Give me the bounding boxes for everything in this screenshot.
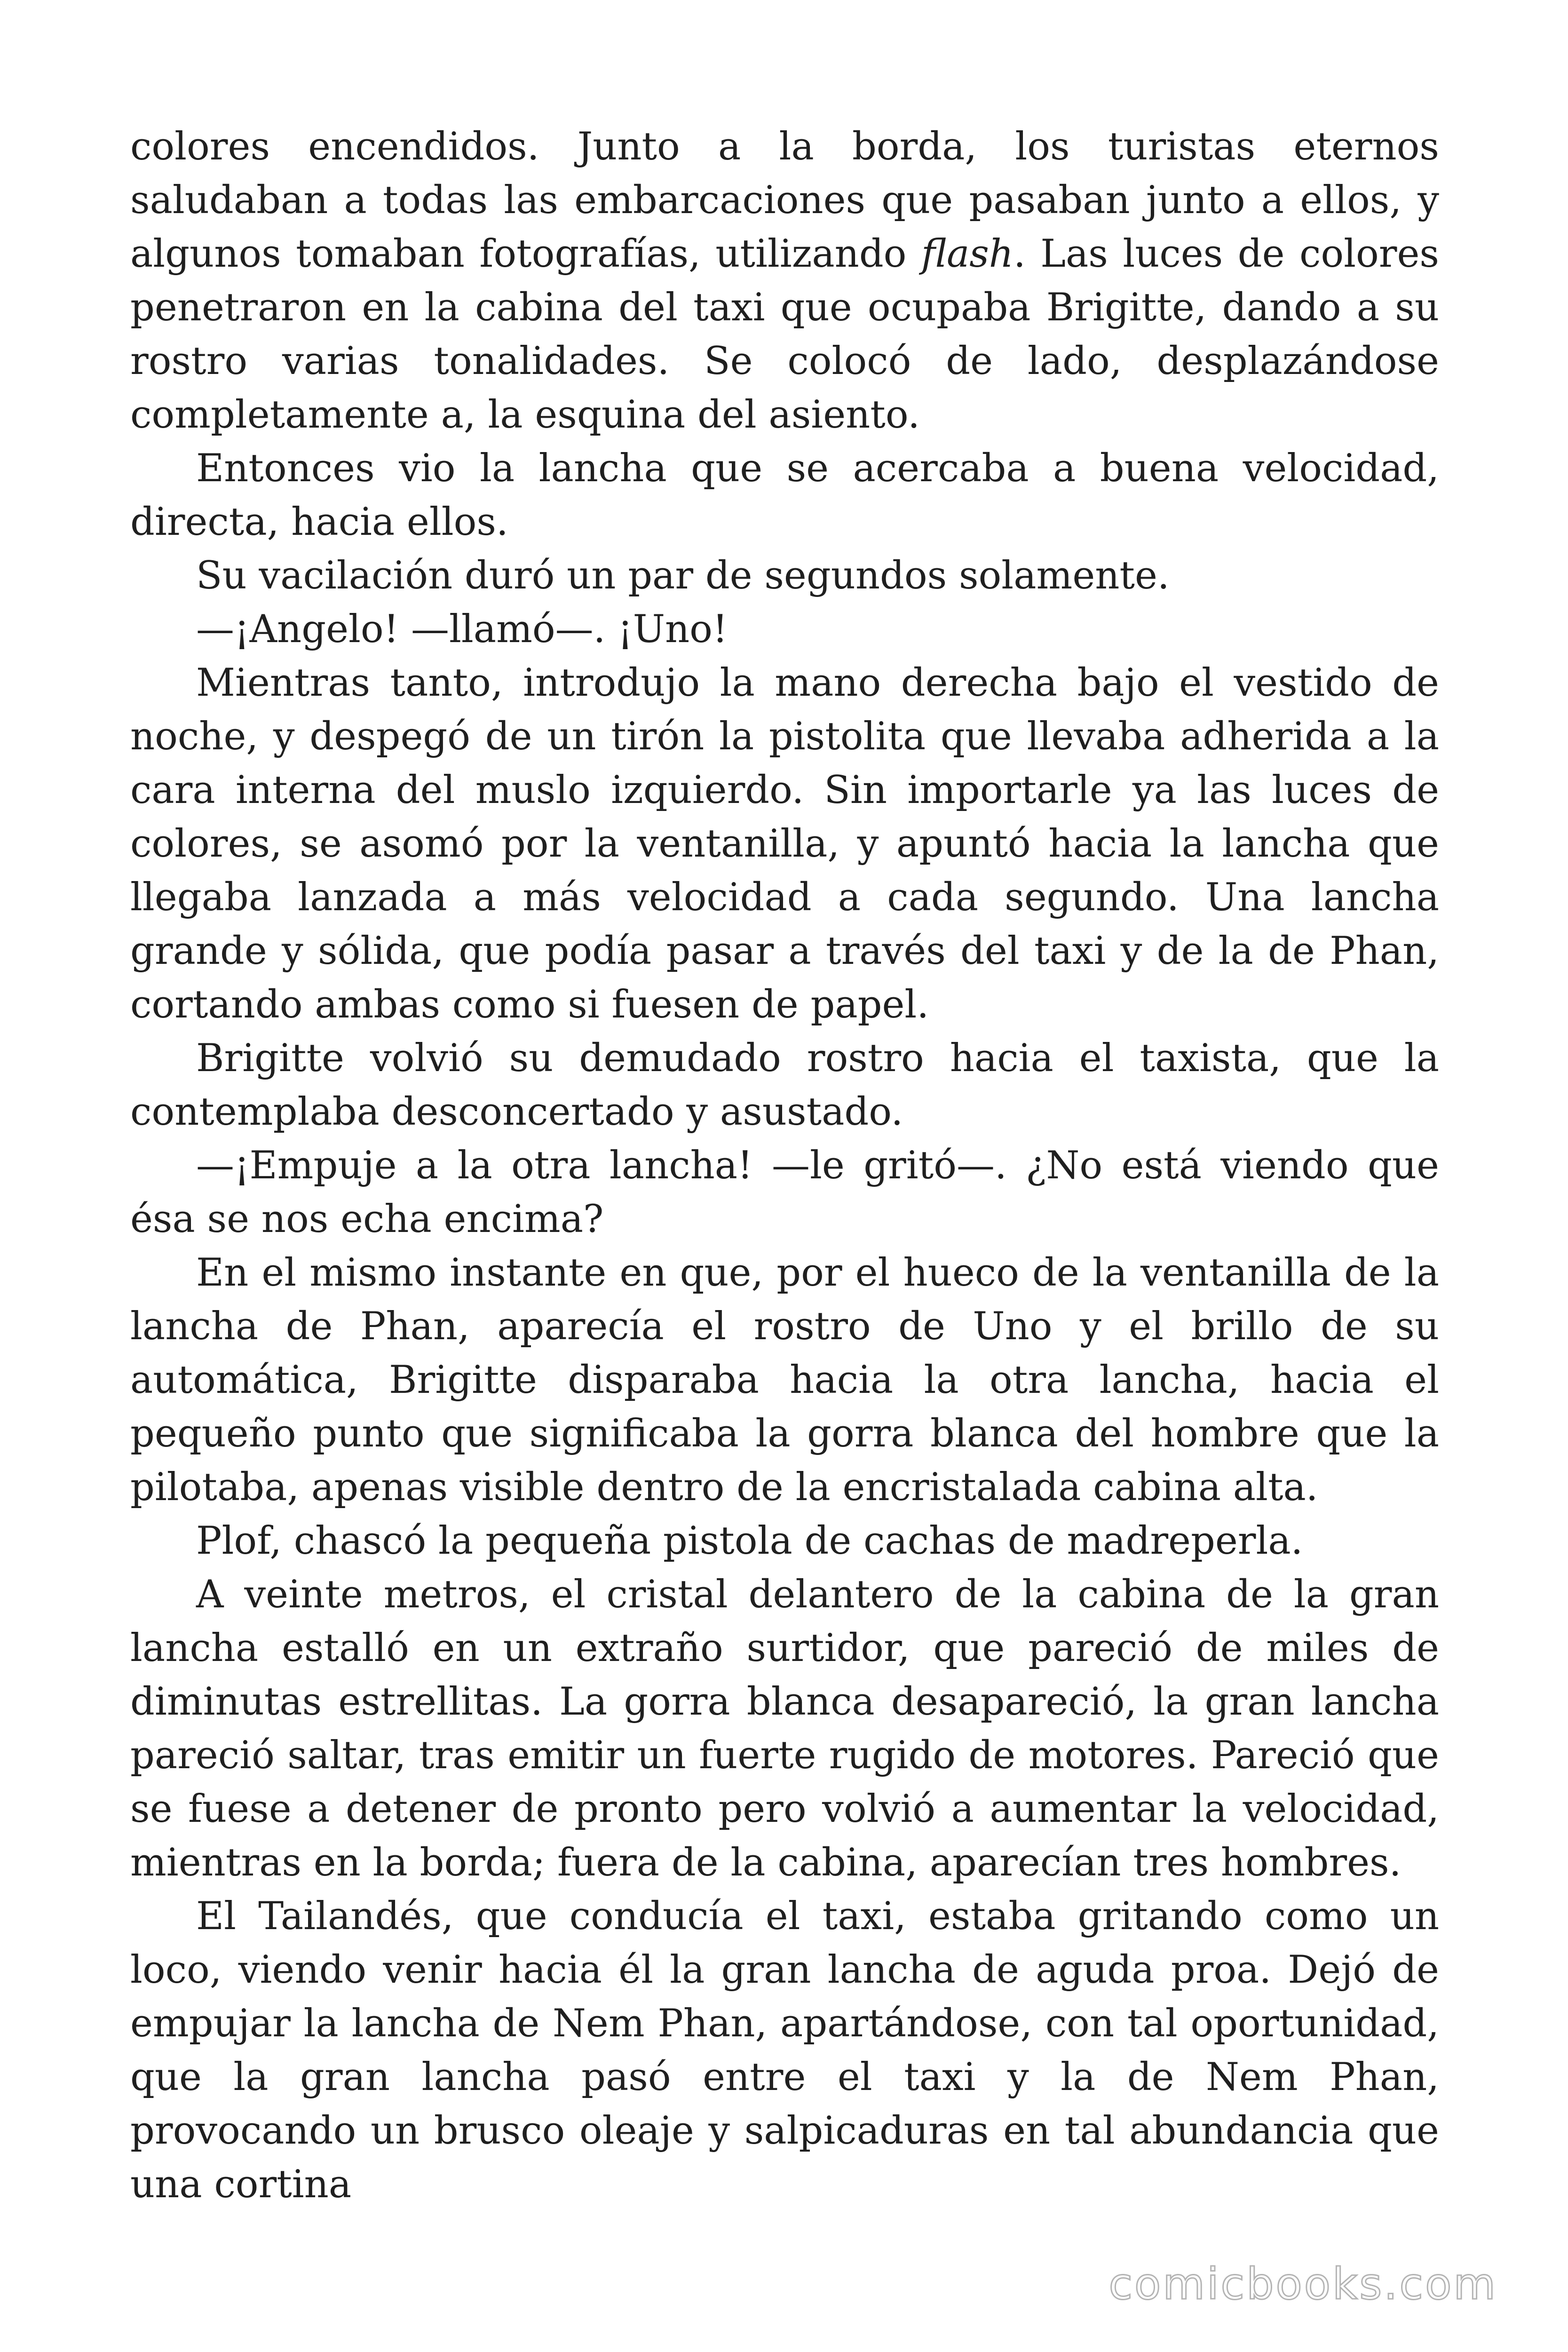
paragraph-3: Su vacilación duró un par de segundos solamente. bbox=[196, 554, 1170, 598]
paragraph-1 bbox=[130, 120, 1439, 442]
paragraph-1-text-b: . Las luces de colores penetraron en la cabina del taxi que ocupaba Brigitte, dando a su rostro varias tonalidades. Se colocó de lado, desplazándose completamente a, la esquina del asiento. bbox=[130, 232, 1439, 437]
paragraph-9: Plof, chascó la pequeña pistola de cachas de madreperla. bbox=[196, 1519, 1303, 1563]
paragraph-5: Mientras tanto, introdujo la mano derecha bajo el vestido de noche, y despegó de un tirón la pistolita que llevaba adherida a la cara interna del muslo izquierdo. Sin importarle ya las luces de colores, se asomó por la ventanilla, y apuntó hacia la lancha que llegaba lanzada a más velocidad a cada segundo. Una lancha grande y sólida, que podía pasar a través del taxi y de la de Phan, cortando ambas como si fuesen de papel. bbox=[130, 661, 1439, 1027]
paragraph-1-italic-word: flash bbox=[921, 232, 1014, 276]
paragraph-6: Brigitte volvió su demudado rostro hacia el taxista, que la contemplaba desconcertado y asustado. bbox=[130, 1036, 1439, 1134]
page-body bbox=[130, 120, 1439, 2211]
paragraph-1-text-a: colores encendidos. Junto a la borda, los turistas eternos saludaban a todas las embarcaciones que pasaban junto a ellos, y algunos tomaban fotografías, utilizando bbox=[130, 125, 1439, 276]
paragraph-7-dialogue: —¡Empuje a la otra lancha! —le gritó—. ¿No está viendo que ésa se nos echa encima? bbox=[130, 1144, 1439, 1241]
paragraph-4-dialogue: —¡Angelo! —llamó—. ¡Uno! bbox=[196, 607, 728, 652]
paragraph-8: En el mismo instante en que, por el hueco de la ventanilla de la lancha de Phan, aparecía el rostro de Uno y el brillo de su automática, Brigitte disparaba hacia la otra lancha, hacia el pequeño punto que significaba la gorra blanca del hombre que la pilotaba, apenas visible dentro de la encristalada cabina alta. bbox=[130, 1251, 1439, 1510]
paragraph-11: El Tailandés, que conducía el taxi, estaba gritando como un loco, viendo venir hacia él la gran lancha de aguda proa. Dejó de empujar la lancha de Nem Phan, apartándose, con tal oportunidad, que la gran lancha pasó entre el taxi y la de Nem Phan, provocando un brusco oleaje y salpicaduras en tal abundancia que una cortina bbox=[130, 1894, 1439, 2207]
watermark: comicbooks.com bbox=[1109, 2259, 1497, 2309]
paragraph-10: A veinte metros, el cristal delantero de la cabina de la gran lancha estalló en un extraño surtidor, que pareció de miles de diminutas estrellitas. La gorra blanca desapareció, la gran lancha pareció saltar, tras emitir un fuerte rugido de motores. Pareció que se fuese a detener de pronto pero volvió a aumentar la velocidad, mientras en la borda; fuera de la cabina, aparecían tres hombres. bbox=[130, 1573, 1439, 1885]
paragraph-2: Entonces vio la lancha que se acercaba a buena velocidad, directa, hacia ellos. bbox=[130, 446, 1439, 544]
